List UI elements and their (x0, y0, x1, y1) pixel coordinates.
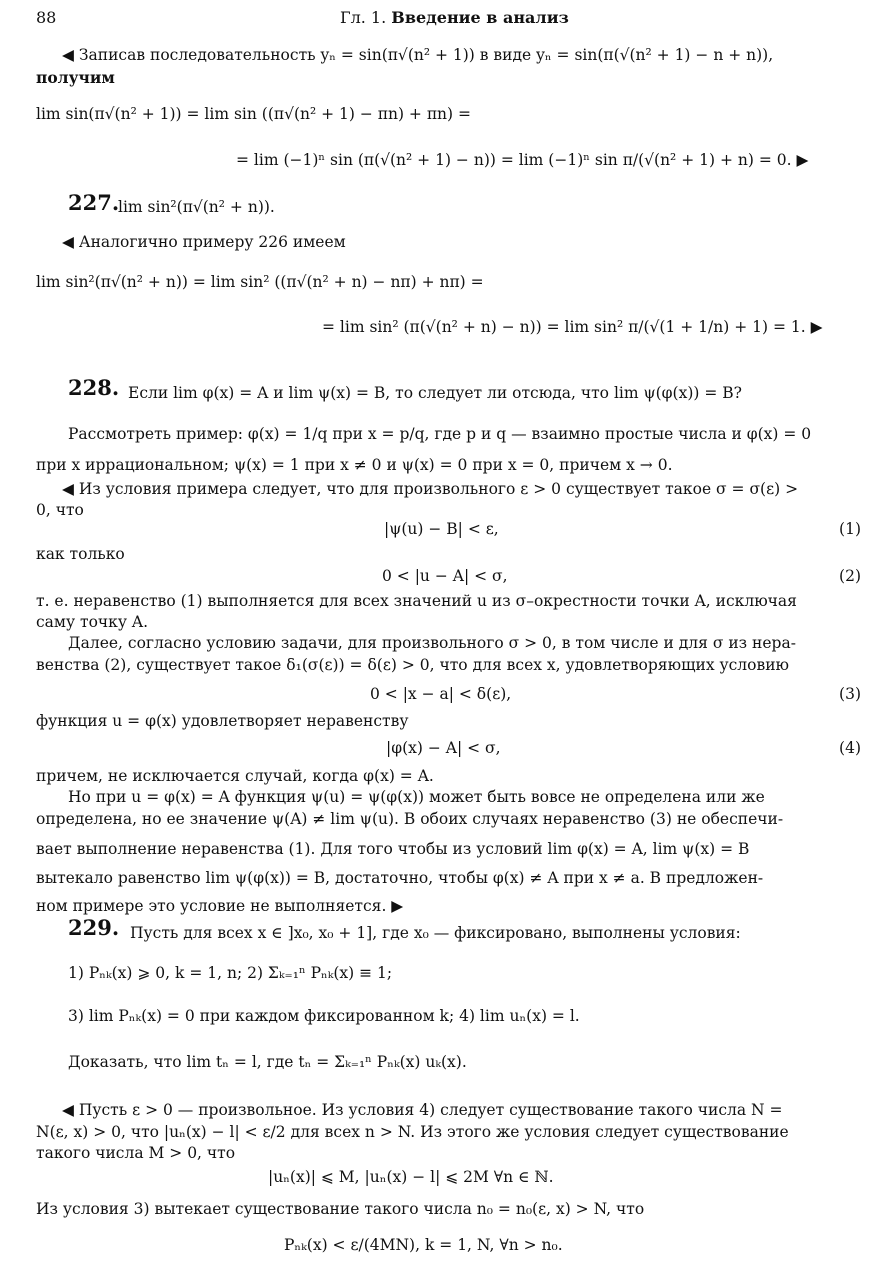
text-line: определена, но ее значение ψ(A) ≠ lim ψ(u). В обоих случаях неравенство (3) не обеспечи- (36, 810, 784, 828)
equation-number: (4) (839, 739, 861, 757)
formula-line: = lim (−1)ⁿ sin (π(√(n² + 1) − n)) = lim (−1)ⁿ sin π/(√(n² + 1) + n) = 0. ▶ (236, 151, 809, 169)
formula-line: lim sin(π√(n² + 1)) = lim sin ((π√(n² + 1) − πn) + πn) = (36, 105, 471, 123)
text-line: такого числа M > 0, что (36, 1144, 236, 1162)
text-line: ◀ Из условия примера следует, что для произвольного ε > 0 существует такое σ = σ(ε) > (62, 480, 799, 498)
text-line: венства (2), существует такое δ₁(σ(ε)) = δ(ε) > 0, что для всех x, удовлетворяющих условию (36, 656, 790, 674)
formula-line: Доказать, что lim tₙ = l, где tₙ = Σₖ₌₁ⁿ Pₙₖ(x) uₖ(x). (68, 1053, 467, 1071)
problem-statement: Пусть для всех x ∈ ]x₀, x₀ + 1], где x₀ — фиксировано, выполнены условия: (130, 924, 741, 942)
formula-line: 0 < |u − A| < σ, (382, 567, 508, 585)
formula-line: = lim sin² (π(√(n² + n) − n)) = lim sin² π/(√(1 + 1/n) + 1) = 1. ▶ (322, 318, 823, 336)
text-line: ◀ Записав последовательность yₙ = sin(π√(n² + 1)) в виде yₙ = sin(π(√(n² + 1) − n + n)), (62, 46, 774, 64)
text-line: ◀ Пусть ε > 0 — произвольное. Из условия 4) следует существование такого числа N = (62, 1101, 783, 1119)
problem-number-228: 228. (68, 375, 120, 400)
text-line: т. е. неравенство (1) выполняется для всех значений u из σ–окрестности точки A, исключая (36, 592, 797, 610)
chapter-number: Гл. 1. (340, 8, 387, 27)
text-line: вытекало равенство lim ψ(φ(x)) = B, достаточно, чтобы φ(x) ≠ A при x ≠ a. В предложен- (36, 869, 764, 887)
problem-statement: Если lim φ(x) = A и lim ψ(x) = B, то следует ли отсюда, что lim ψ(φ(x)) = B? (128, 384, 742, 402)
equation-number: (2) (839, 567, 861, 585)
formula-line: Pₙₖ(x) < ε/(4MN), k = 1, N, ∀n > n₀. (284, 1236, 563, 1254)
formula-line: 1) Pₙₖ(x) ⩾ 0, k = 1, n; 2) Σₖ₌₁ⁿ Pₙₖ(x) ≡ 1; (68, 964, 393, 982)
text-line: ◀ Аналогично примеру 226 имеем (62, 233, 346, 251)
formula-line: |ψ(u) − B| < ε, (384, 520, 499, 538)
text-line: 0, что (36, 501, 84, 519)
problem-statement: lim sin²(π√(n² + n)). (118, 198, 275, 216)
problem-number-229: 229. (68, 915, 120, 940)
equation-number: (1) (839, 520, 861, 538)
formula-line: lim sin²(π√(n² + n)) = lim sin² ((π√(n² + n) − nπ) + nπ) = (36, 273, 484, 291)
text-line: N(ε, x) > 0, что |uₙ(x) − l| < ε/2 для всех n > N. Из этого же условия следует существование (36, 1123, 789, 1141)
text-line: Рассмотреть пример: φ(x) = 1/q при x = p/q, где p и q — взаимно простые числа и φ(x) = 0 (68, 425, 812, 443)
formula-line: |uₙ(x)| ⩽ M, |uₙ(x) − l| ⩽ 2M ∀n ∈ ℕ. (268, 1168, 554, 1186)
text-line: саму точку A. (36, 613, 149, 631)
text-line: при x иррациональном; ψ(x) = 1 при x ≠ 0 и ψ(x) = 0 при x = 0, причем x → 0. (36, 456, 673, 474)
text-line: Из условия 3) вытекает существование такого числа n₀ = n₀(ε, x) > N, что (36, 1200, 645, 1218)
text-line: ном примере это условие не выполняется. ▶ (36, 897, 404, 915)
chapter-title: Введение в анализ (391, 8, 569, 27)
formula-line: |φ(x) − A| < σ, (386, 739, 501, 757)
running-header (340, 8, 569, 28)
text-line: получим (36, 68, 115, 87)
text-line: как только (36, 545, 125, 563)
text-line: причем, не исключается случай, когда φ(x) = A. (36, 767, 434, 785)
formula-line: 0 < |x − a| < δ(ε), (370, 685, 512, 703)
page-number: 88 (36, 8, 57, 27)
text-line: функция u = φ(x) удовлетворяет неравенству (36, 712, 409, 730)
equation-number: (3) (839, 685, 861, 703)
text-line: Но при u = φ(x) = A функция ψ(u) = ψ(φ(x)) может быть вовсе не определена или же (68, 788, 765, 806)
text-line: Далее, согласно условию задачи, для произвольного σ > 0, в том числе и для σ из нера- (68, 634, 796, 652)
formula-line: 3) lim Pₙₖ(x) = 0 при каждом фиксированном k; 4) lim uₙ(x) = l. (68, 1007, 580, 1025)
text-line: вает выполнение неравенства (1). Для того чтобы из условий lim φ(x) = A, lim ψ(x) = B (36, 840, 750, 858)
problem-number-227: 227. (68, 190, 120, 215)
